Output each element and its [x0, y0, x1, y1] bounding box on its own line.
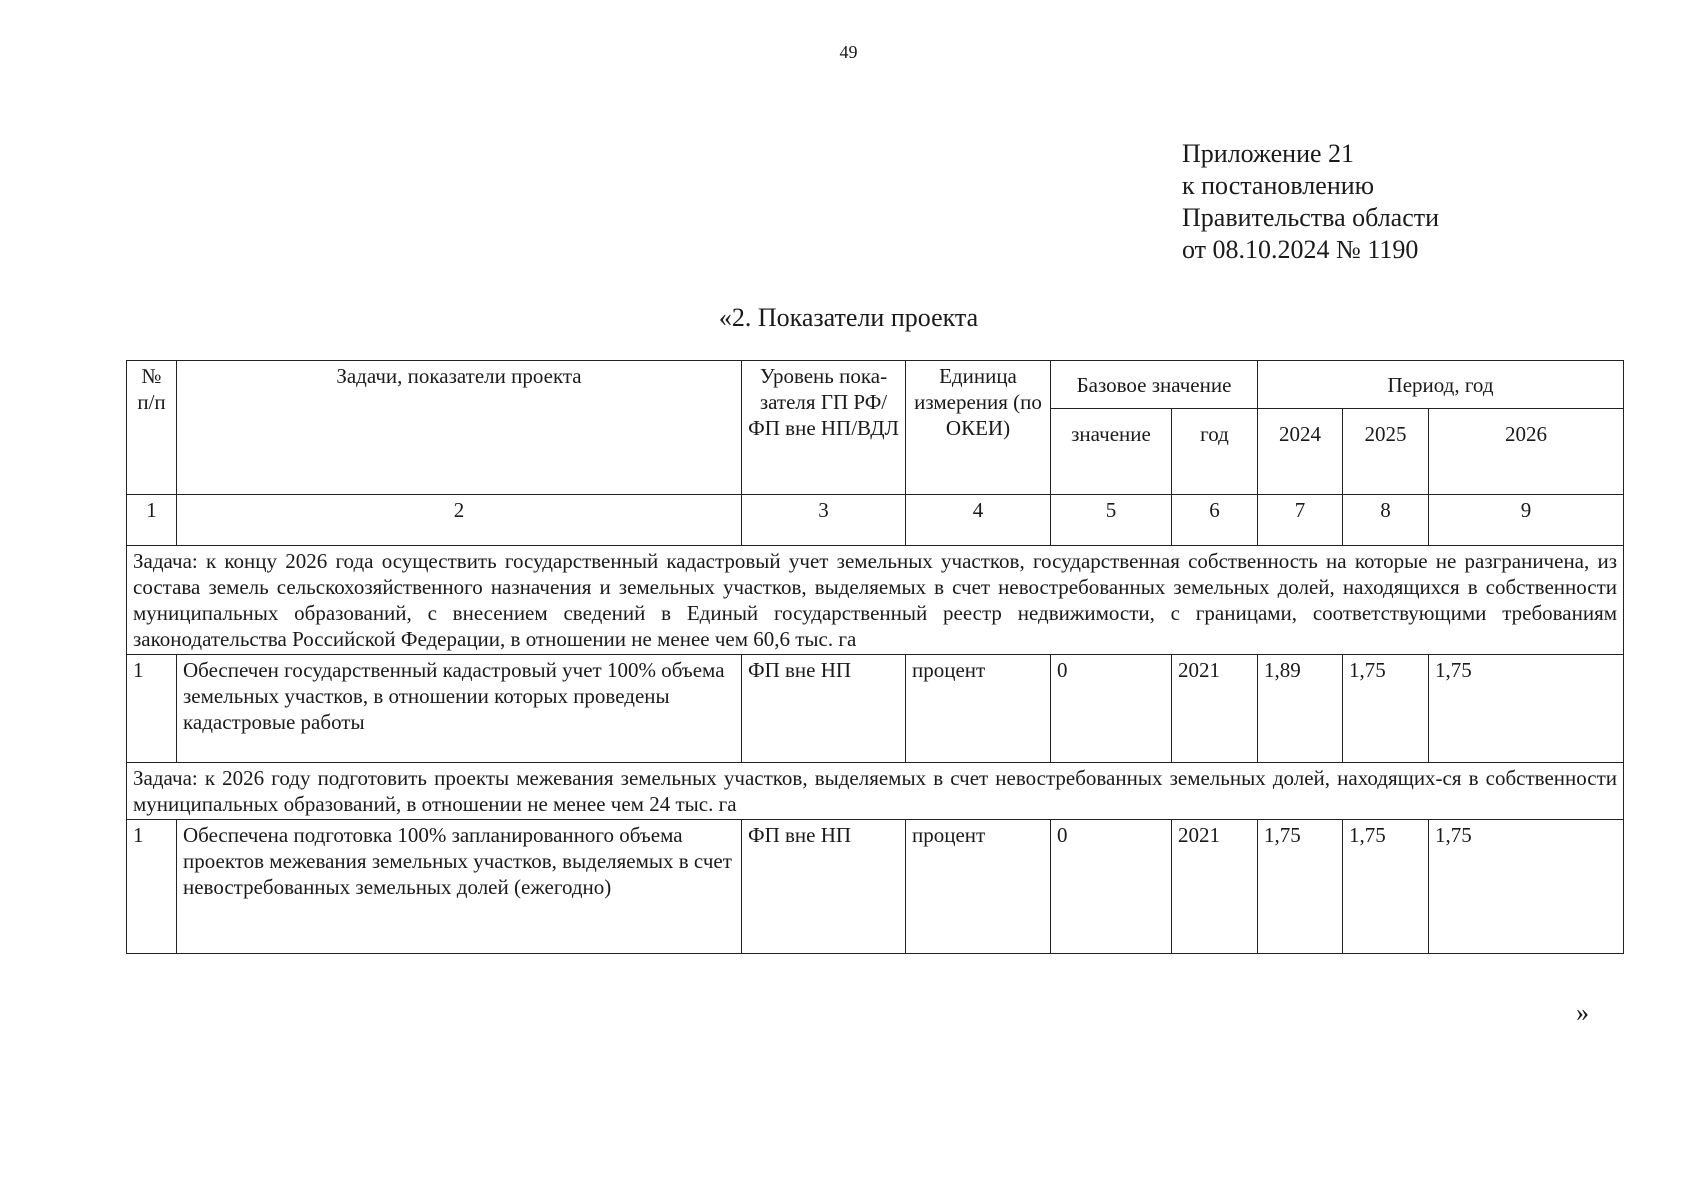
row-2-unit: процент	[906, 820, 1051, 954]
task-row-2	[127, 763, 1624, 820]
appendix-line-3: Правительства области	[1182, 203, 1440, 232]
appendix-line-2: к постановлению	[1182, 171, 1375, 200]
header-num: № п/п	[127, 361, 177, 495]
row-2-name: Обеспечена подготовка 100% запланированного объема проектов межевания земельных участков, выделяемых в счет невостребованных земельных долей (ежегодно)	[177, 820, 742, 954]
indicators-table	[126, 360, 1624, 954]
header-year-2024: 2024	[1258, 409, 1343, 495]
row-1-value-2024: 1,89	[1258, 655, 1343, 763]
header-row-1	[127, 361, 1624, 409]
row-1-base-value: 0	[1051, 655, 1172, 763]
indicator-row-1	[127, 655, 1624, 763]
row-2-value-2024: 1,75	[1258, 820, 1343, 954]
row-2-level: ФП вне НП	[742, 820, 906, 954]
column-number: 7	[1258, 495, 1343, 546]
row-1-value-2025: 1,75	[1343, 655, 1429, 763]
header-base: Базовое значение	[1051, 361, 1258, 409]
header-level: Уровень пока-зателя ГП РФ/ФП вне НП/ВДЛ	[742, 361, 906, 495]
header-base-value: значение	[1051, 409, 1172, 495]
header-year-2026: 2026	[1429, 409, 1624, 495]
task-1-text: Задача: к концу 2026 года осуществить государственный кадастровый учет земельных участков, государственная собственность на которые не разграничена, из состава земель сельскохозяйственного назначения и земельных участков, выделяемых в счет невостребованных земельных долей, находящихся в собственности муниципальных образований, с внесением сведений в Единый государственный реестр недвижимости, с границами, соответствующими требованиям законодательства Российской Федерации, в отношении не менее чем 60,6 тыс. га	[127, 546, 1624, 655]
page-number: 49	[839, 42, 858, 62]
column-number: 8	[1343, 495, 1429, 546]
row-1-unit: процент	[906, 655, 1051, 763]
row-2-base-value: 0	[1051, 820, 1172, 954]
header-base-year: год	[1172, 409, 1258, 495]
row-1-name: Обеспечен государственный кадастровый учет 100% объема земельных участков, в отношении которых проведены кадастровые работы	[177, 655, 742, 763]
row-2-num: 1	[127, 820, 177, 954]
row-1-value-2026: 1,75	[1429, 655, 1624, 763]
column-number: 1	[127, 495, 177, 546]
appendix-line-4: от 08.10.2024 № 1190	[1182, 235, 1419, 264]
closing-quote: »	[1576, 998, 1589, 1027]
section-title: «2. Показатели проекта	[718, 303, 979, 332]
column-number: 6	[1172, 495, 1258, 546]
column-number: 3	[742, 495, 906, 546]
column-number: 5	[1051, 495, 1172, 546]
row-2-base-year: 2021	[1172, 820, 1258, 954]
header-year-2025: 2025	[1343, 409, 1429, 495]
row-2-value-2025: 1,75	[1343, 820, 1429, 954]
row-1-num: 1	[127, 655, 177, 763]
task-row-1	[127, 546, 1624, 655]
column-numbers-row	[127, 495, 1624, 546]
column-number: 9	[1429, 495, 1624, 546]
header-unit: Единица измерения (по ОКЕИ)	[906, 361, 1051, 495]
column-number: 4	[906, 495, 1051, 546]
task-2-text: Задача: к 2026 году подготовить проекты межевания земельных участков, выделяемых в счет невостребованных земельных долей, находящих-ся в собственности муниципальных образований, в отношении не менее чем 24 тыс. га	[127, 763, 1624, 820]
header-tasks: Задачи, показатели проекта	[177, 361, 742, 495]
row-2-value-2026: 1,75	[1429, 820, 1624, 954]
indicator-row-2	[127, 820, 1624, 954]
column-number: 2	[177, 495, 742, 546]
header-period: Период, год	[1258, 361, 1624, 409]
row-1-base-year: 2021	[1172, 655, 1258, 763]
row-1-level: ФП вне НП	[742, 655, 906, 763]
appendix-line-1: Приложение 21	[1182, 139, 1355, 168]
appendix-block	[1182, 138, 1439, 266]
